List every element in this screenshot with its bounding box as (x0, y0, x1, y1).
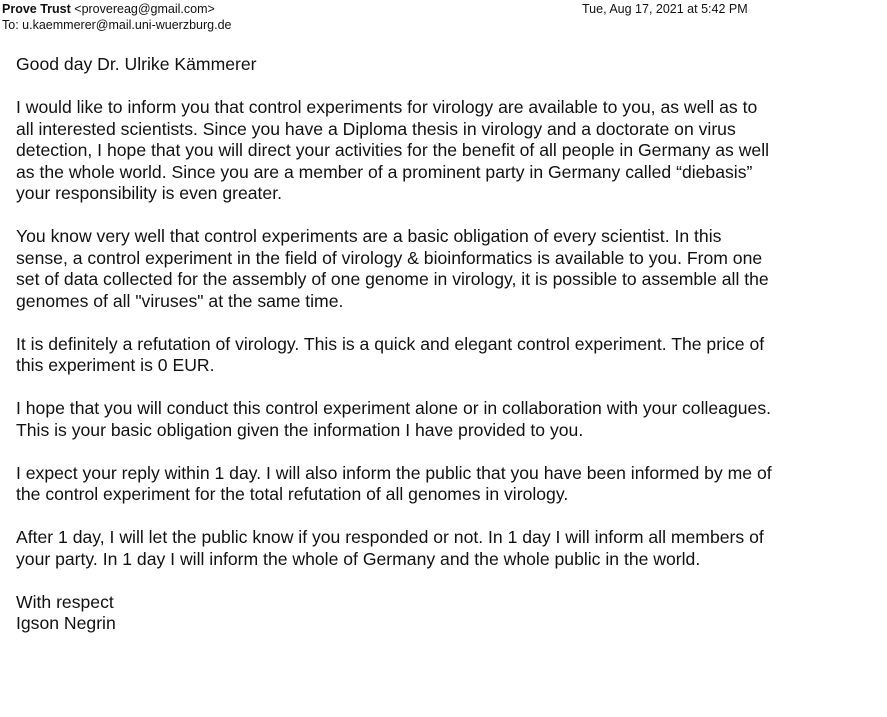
signature-block (16, 592, 776, 635)
body-paragraph: I would like to inform you that control experiments for virology are available to you, as well as to all interested scientists. Since you have a Diploma thesis in virology and a doctorate on virus detection, I hope that you will direct your activities for the benefit of all people in Germany as well as the whole world. Since you are a member of a prominent party in Germany called “diebasis” your responsibility is even greater. (16, 97, 770, 203)
email-header (2, 0, 882, 36)
greeting: Good day Dr. Ulrike Kämmerer (16, 54, 257, 74)
email-date: Tue, Aug 17, 2021 at 5:42 PM (582, 2, 748, 16)
from-line (2, 2, 215, 17)
recipient-address[interactable]: u.kaemmerer@mail.uni-wuerzburg.de (22, 18, 232, 32)
to-line (2, 18, 231, 33)
body-paragraph: I expect your reply within 1 day. I will also inform the public that you have been informed by me of the control experiment for the total refutation of all genomes in virology. (16, 462, 772, 504)
body-paragraph: I hope that you will conduct this control experiment alone or in collaboration with your colleagues. This is your basic obligation given the information I have provided to you. (16, 398, 772, 440)
body-paragraph: You know very well that control experiments are a basic obligation of every scientist. In this sense, a control experiment in the field of virology & bioinformatics is available to you. From one set of data collected for the assembly of one genome in virology, it is possible to assemble all the genomes of all "viruses" at the same time. (16, 226, 769, 311)
body-paragraph: It is definitely a refutation of virology. This is a quick and elegant control experiment. The price of this experiment is 0 EUR. (16, 333, 765, 375)
sender-address[interactable]: <provereag@gmail.com> (74, 2, 215, 16)
signature-name: Igson Negrin (16, 613, 116, 633)
email-body (16, 54, 776, 635)
closing: With respect (16, 591, 114, 612)
to-label: To: (2, 18, 19, 32)
sender-name[interactable]: Prove Trust (2, 2, 71, 16)
body-paragraph: After 1 day, I will let the public know if you responded or not. In 1 day I will inform all members of your party. In 1 day I will inform the whole of Germany and the whole public in the world. (16, 527, 764, 569)
